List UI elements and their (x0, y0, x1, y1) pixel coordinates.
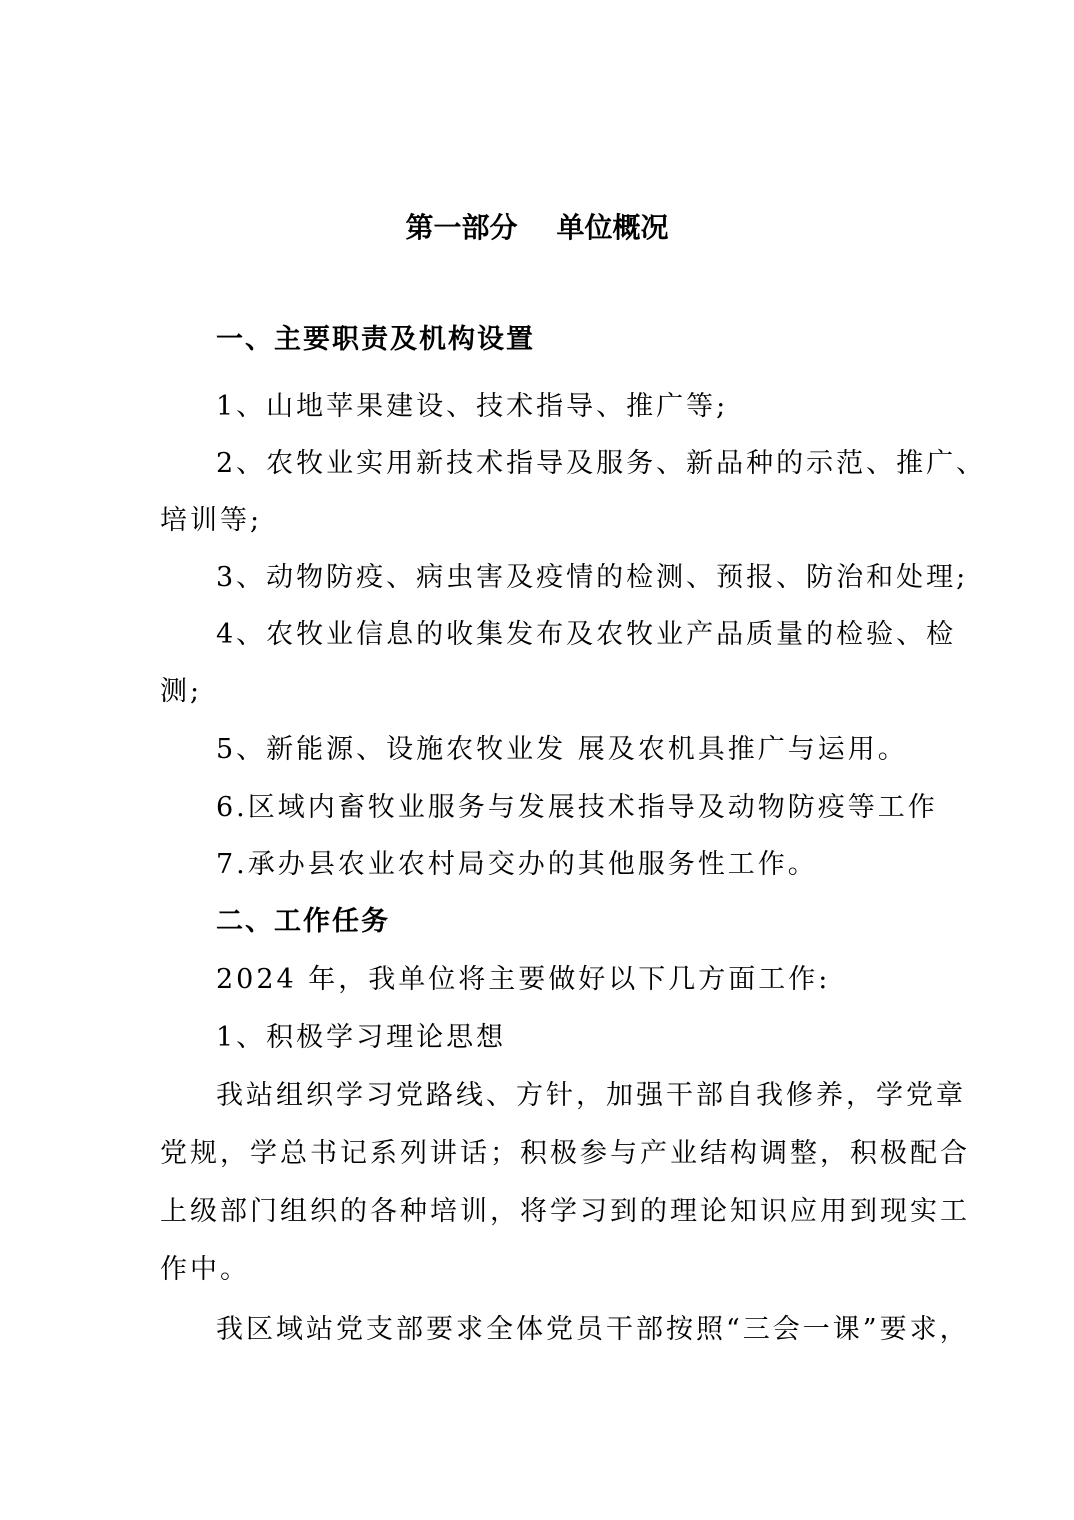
task-subheading-1: 1、积极学习理论思想 (216, 1022, 507, 1053)
paragraph-line: 上级部门组织的各种培训，将学习到的理论知识应用到现实工 (160, 1196, 970, 1227)
duty-item-7: 7.承办县农业农村局交办的其他服务性工作。 (216, 849, 818, 880)
duty-item-6: 6.区域内畜牧业服务与发展技术指导及动物防疫等工作 (216, 792, 938, 823)
section-heading-tasks: 二、工作任务 (216, 906, 390, 937)
duty-item-5: 5、新能源、设施农牧业发 展及农机具推广与运用。 (216, 734, 908, 765)
paragraph-line: 我站组织学习党路线、方针，加强干部自我修养，学党章 (216, 1080, 966, 1111)
duty-item-4-continued: 测; (160, 676, 203, 707)
page-title: 第一部分 单位概况 (405, 211, 669, 244)
duty-item-3: 3、动物防疫、病虫害及疫情的检测、预报、防治和处理; (216, 562, 969, 593)
paragraph-line: 作中。 (160, 1254, 250, 1285)
tasks-intro: 2024 年，我单位将主要做好以下几方面工作: (216, 964, 831, 995)
duty-item-2: 2、农牧业实用新技术指导及服务、新品种的示范、推广、 (216, 448, 987, 479)
paragraph-line: 党规，学总书记系列讲话；积极参与产业结构调整，积极配合 (160, 1138, 970, 1169)
duty-item-1: 1、山地苹果建设、技术指导、推广等; (216, 391, 729, 422)
duty-item-2-continued: 培训等; (160, 505, 263, 536)
paragraph-line: 我区域站党支部要求全体党员干部按照“三会一课”要求， (216, 1314, 970, 1345)
duty-item-4: 4、农牧业信息的收集发布及农牧业产品质量的检验、检 (216, 619, 957, 650)
section-heading-duties: 一、主要职责及机构设置 (216, 324, 535, 355)
